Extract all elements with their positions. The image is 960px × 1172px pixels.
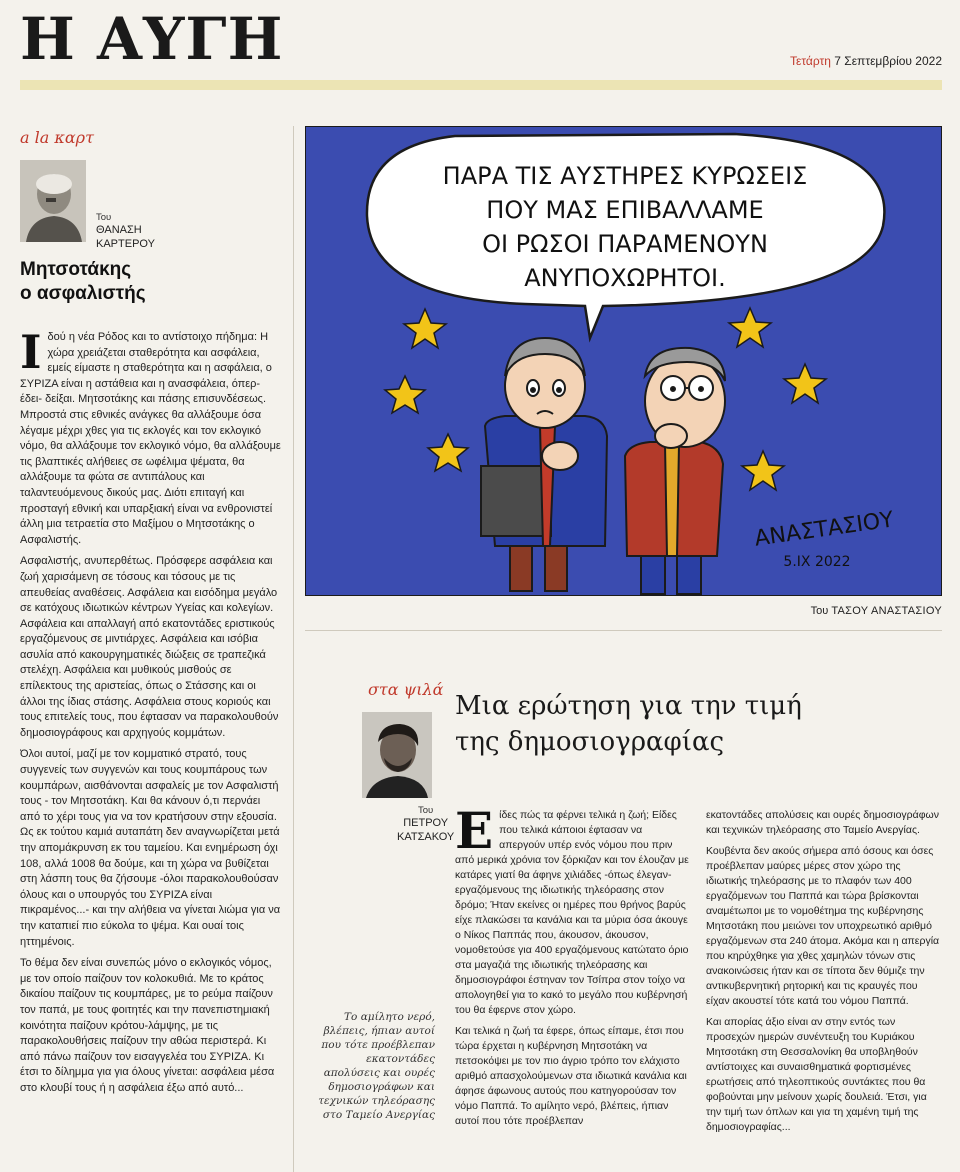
byline-last: ΚΑΤΣΑΚΟΥ: [397, 830, 455, 843]
column-title-line2: ο ασφαλιστής: [20, 282, 146, 304]
credit-name: ΤΑΣΟΥ ΑΝΑΣΤΑΣΙΟΥ: [831, 605, 942, 617]
article-headline: [455, 688, 935, 760]
cartoon-divider: [305, 630, 942, 631]
cartoon-sig-date: 5.IX 2022: [783, 554, 851, 570]
pull-quote: Το αμίλητο νερό, βλέπεις, ήπιαν αυτοί που τότε προέβλεπαν εκατοντάδες απολύσεις και ουρές δημοσιογράφων και τεχνικών τηλεόρασης στο Ταμείο Ανεργίας: [318, 1011, 435, 1121]
speech-line: ΠΑΡΑ ΤΙΣ ΑΥΣΤΗΡΕΣ ΚΥΡΩΣΕΙΣ: [442, 162, 808, 190]
article-column-2: [706, 808, 942, 1172]
byline-last: ΚΑΡΤΕΡΟΥ: [96, 237, 155, 250]
article-byline: [397, 805, 454, 844]
dropcap: Ε: [455, 808, 494, 860]
paragraph-text: ίδες πώς τα φέρνει τελικά η ζωή; Είδες που τελικά κάποιοι έφτασαν να απεργούν υπέρ ενός νόμου που πριν από μερικά χρόνια τον ξόρκιζαν και τον έλουζαν με κατάρες γιατί θα άφηνε χιλιάδες -όπως έλεγαν- εργαζόμενους της ιδιωτικής τηλεόρασης στον δρόμο; Ήταν εκείνες οι ημέρες που θρήνος βαρύς είχε πλακώσει τα κανάλια και τα μύρια όσα άκουγε ο Νίκος Παππάς που, άκουσον, άκουσον, νομοθετούσε για 400 εργαζόμενους κατώτατο όριο στα μαγαζιά της ιδιωτικής τηλεόρασης και δημοσιογράφοι έστηναν τον Τσίπρα στον τοίχο να απολογηθεί για το κακό το μεγάλο που κυβέρνησή του θα έφερνε στον χώρο.: [455, 809, 689, 1016]
cartoon-signature: ΑΝΑΣΤΑΣΙΟΥ: [752, 507, 896, 552]
headline-line2: της δημοσιογραφίας: [455, 727, 725, 757]
column-divider: [293, 126, 294, 1172]
column-title: [20, 258, 280, 306]
column-body: [20, 330, 282, 1172]
article-paragraph: Και απορίας άξιο είναι αν στην εντός των προσεχών ημερών συνέντευξη του Κυριάκου Μητσοτάκη στη Θεσσαλονίκη θα υποβληθούν αντίστοιχες και συναισθηματικά φορτισμένες ερωτήσεις από τηλεοπτικούς συντάκτες που θα φοβούνται μην μείνουν χωρίς δουλειά. Έτσι, για την τιμή των όπλων και για τη χαμένη τιμή της δημοσιογραφίας...: [706, 1016, 927, 1133]
column-byline: [96, 212, 155, 251]
date-rest: 7 Σεπτεμβρίου 2022: [834, 54, 942, 68]
article-column-1: [455, 808, 690, 1172]
author-photo-katsakos: [362, 712, 432, 798]
speech-line: ΠΟΥ ΜΑΣ ΕΠΙΒΑΛΛΑΜΕ: [486, 196, 764, 224]
issue-date: [790, 54, 942, 68]
article-section-tag: στα ψιλά: [368, 680, 444, 699]
byline-prefix: Του: [96, 212, 112, 223]
column-title-line1: Μητσοτάκης: [20, 259, 132, 280]
speech-line: ΑΝΥΠΟΧΩΡΗΤΟΙ.: [524, 264, 726, 292]
article-paragraph: [455, 808, 690, 1018]
cartoon-credit: [811, 605, 942, 617]
byline-first: ΠΕΤΡΟΥ: [403, 816, 449, 829]
date-day: Τετάρτη: [789, 54, 831, 68]
credit-prefix: Του: [810, 605, 829, 617]
masthead: Η ΑΥΓΗ: [20, 5, 284, 73]
column-section-tag: a la καρτ: [20, 128, 94, 147]
headline-line1: Μια ερώτηση για την τιμή: [455, 691, 802, 721]
byline-prefix: Του: [418, 805, 434, 816]
dropcap: Ι: [20, 330, 42, 379]
editorial-cartoon: [305, 126, 942, 596]
article-paragraph: Κουβέντα δεν ακούς σήμερα από όσους και όσες προέβλεπαν μαύρες μέρες στον χώρο της ιδιωτικής τηλεόρασης με το πλαφόν των 400 εργαζόμενων του Παππά και τώρα βρίσκονται αναμέτωποι με το νομοθέτημα της κυβέρνησης Μητσοτάκη που μειώνει τον υποχρεωτικό αριθμό εργαζόμενων στα 240 άτομα. Ακόμα και η απεργία που κηρύχθηκε για χθες χαμηλών τόνων στις ανακοινώσεις ήταν και σε τίποτα δεν θύμιζε την αντικυβερνητική ρητορική και τις κραυγές που είχαν ακουστεί τότε κατά του νόμου Παππά.: [706, 845, 940, 1007]
column-paragraph: Ασφαλιστής, ανυπερθέτως. Πρόσφερε ασφάλεια και ζωή χαρισάμενη σε τόσους και τόσους με τις απευθείας αναθέσεις. Ασφάλεια και εισόδημα μεγάλο σε κατόχους ιδιωτικών κέντρων Υγείας και κολεγίων. Ασφάλεια και απαλλαγή από εκατοντάδες εριστικούς εργαζόμενους σε μιντιάρχες. Ασφάλεια και ισόβια ασυλία από κακουργηματικές διώξεις σε τραπεζικά στελέχη. Ασφάλεια και μυθικούς μισθούς σε επίλεκτους της αριστείας, όπως ο Στάσσης και οι άλλοι της ίδιας στάσης. Ασφάλεια στους κοριούς και τους επιτελείς τους, που έφτασαν να παρακολουθούν δημοσιογράφους και αρχηγούς κομμάτων.: [20, 555, 279, 739]
paragraph-text: δού η νέα Ρόδος και το αντίστοιχο πήδημα: Η χώρα χρειάζεται σταθερότητα και ασφάλεια, εμείς είμαστε η σταθερότητα και η ασφάλεια, ο ΣΥΡΙΖΑ είναι η αστάθεια και η ανασφάλεια, όπερ-έδει- δείξαι. Μητσοτάκης και πάσης επισυνδέσεως. Μπροστά στις εθνικές ανάγκες θα αλλάξουμε όσα λέγαμε μέχρι χθες για τις εκλογές και τον εκλογικό νόμο, θα αλλάξουμε τον εκλογικό νόμο, θα αλλάξουμε τις βλαπτικές αλήθειες σε ωφέλιμα ψέματα, θα αλλάξουμε τα φώτα σε αντιπάλους και ταλαντευόμενους δικούς μας. Διότι επιταγή και προσταγή εθνική και υπαρξιακή είναι να ενθρονιστεί άλλη μια τετραετία στο Μαξίμου ο Μητσοτάκης ο Ασφαλιστής.: [20, 331, 281, 546]
column-paragraph: [20, 330, 282, 548]
header-rule: [20, 80, 942, 90]
speech-line: ΟΙ ΡΩΣΟΙ ΠΑΡΑΜΕΝΟΥΝ: [482, 230, 768, 258]
column-paragraph: Όλοι αυτοί, μαζί με τον κομματικό στρατό, τους συγγενείς των συγγενών και τους κουμπάρους των κουμπάρων, αισθάνονται ασφαλείς με τον Ασφαλιστή τους - τον Μητσοτάκη. Και θα κάνουν ό,τι περνάει από το χέρι τους για να τον κρατήσουν στην εξουσία. Ως εκ τούτου καμιά αυταπάτη δεν αναγνωρίζεται μετά την απομάκρυνση εκ του ταμείου. Και ενημέρωση όχι 108, αλλά 1008 θα δούμε, και τη χώρα να βυθίζεται στη λάσπη τους θα ζήσουμε -όλοι παρακολουθούσαν όλους και ο υπουργός του ΣΥΡΙΖΑ είναι πικραμένος...- και την αλήθεια να γίνεται λιώμα για να την καταπιεί πιο εύκολα το ψέμα. Και ουαί τοις ηττημένοις.: [20, 748, 281, 948]
column-paragraph: Το θέμα δεν είναι συνεπώς μόνο ο εκλογικός νόμος, με τον οποίο παίζουν τον κολοκυθιά. Με το κράτος δικαίου παίζουν τις κουμπάρες, με το ρεύμα παίζουν τον παπά, με τους φοιτητές και την πανεπιστημιακή κοινότητα παίζουν κρότου-λάμψης, με τις παρακολουθήσεις παίζουν την αθώα περιστερά. Κι από πάνω παίζουν τον εισαγγελέα του ΣΥΡΙΖΑ. Κι έτσι το δίλημμα για για όλους γίνεται: ασφάλεια μέσα στο κλουβί τους ή η ασφάλεια έξω από αυτό...: [20, 957, 275, 1094]
author-photo-karteros: [20, 160, 86, 242]
byline-first: ΘΑΝΑΣΗ: [96, 223, 142, 236]
article-paragraph: εκατοντάδες απολύσεις και ουρές δημοσιογράφων και τεχνικών τηλεόρασης στο Ταμείο Ανεργίας.: [706, 809, 939, 836]
article-paragraph: Και τελικά η ζωή τα έφερε, όπως είπαμε, έτσι που τώρα έρχεται η κυβέρνηση Μητσοτάκη να πετσοκόψει με τον πιο άγριο τρόπο τον ελάχιστο αριθμό απασχολούμενων στα ιδιωτικά κανάλια και άφησε άφωνους αυτούς που κατηγορούσαν τον νόμο Παππά. Το αμίλητο νερό, βλέπεις, ήπιαν αυτοί που τότε προέβλεπαν: [455, 1025, 687, 1127]
